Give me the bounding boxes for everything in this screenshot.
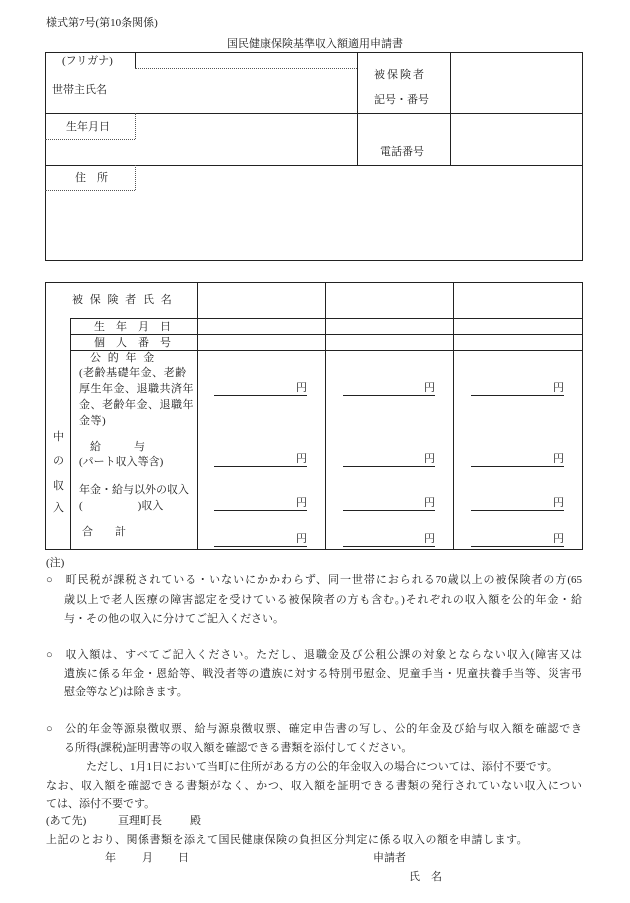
yen-unit: 円	[424, 382, 435, 394]
applicant-info-table	[45, 52, 583, 261]
yen-unit: 円	[296, 382, 307, 394]
yen-unit: 円	[296, 453, 307, 465]
date-year-label: 年	[105, 852, 116, 864]
date-day-label: 日	[178, 852, 189, 864]
income-side-label-char: 収	[53, 480, 64, 492]
individual-number-field-3[interactable]	[454, 335, 582, 350]
note-line: る所得(課税)証明書等の収入額を確認できる書類を添付してください。	[64, 742, 413, 754]
yen-unit: 円	[424, 533, 435, 545]
address-label: 住 所	[75, 172, 108, 184]
address-field[interactable]	[136, 166, 582, 260]
insured-name-field-2[interactable]	[326, 283, 453, 318]
application-date-field[interactable]	[60, 850, 195, 866]
yen-unit: 円	[553, 382, 564, 394]
yen-unit: 円	[424, 497, 435, 509]
insured-name-label: 被 保 険 者 氏 名	[72, 294, 174, 306]
birthdate-row-label: 生 年 月 日	[94, 321, 171, 333]
applicant-name-label: 氏 名	[409, 871, 442, 883]
form-title: 国民健康保険基準収入額適用申請書	[227, 38, 403, 50]
other-income-amount-2[interactable]	[343, 497, 435, 511]
salary-label: 給 与	[90, 441, 145, 453]
note-line: ては、添付不要です。	[46, 798, 156, 810]
note-line: ○ 収入額は、すべてご記入ください。ただし、退職金及び公租公課の対象とならない収入(障害又は	[46, 649, 582, 661]
public-pension-label: 公 的 年 金	[90, 352, 157, 364]
householder-name-field[interactable]	[135, 69, 357, 113]
form-number: 様式第7号(第10条関係)	[46, 17, 158, 29]
individual-number-row-label: 個 人 番 号	[94, 337, 171, 349]
dotted-rule	[45, 190, 135, 191]
addressee-honorific: 殿	[190, 815, 201, 827]
individual-number-field-1[interactable]	[198, 335, 325, 350]
income-side-label-char: の	[53, 455, 64, 467]
public-pension-amount-2[interactable]	[343, 382, 435, 396]
public-pension-amount-3[interactable]	[471, 382, 564, 396]
note-line: ○ 町民税が課税されている・いないにかかわらず、同一世帯におられる70歳以上の被保険者の方(65	[46, 574, 582, 586]
applicant-name-field[interactable]	[450, 868, 582, 886]
yen-unit: 円	[296, 533, 307, 545]
table-rule	[70, 350, 583, 351]
declaration-text: 上記のとおり、関係書類を添えて国民健康保険の負担区分判定に係る収入の額を申請します。	[46, 834, 529, 846]
yen-unit: 円	[296, 497, 307, 509]
public-pension-detail: 金、老齢年金、退職年	[79, 399, 194, 411]
table-rule	[70, 318, 71, 550]
note-line: ただし、1月1日において当町に住所がある方の公的年金収入の場合については、添付不要です。	[86, 761, 558, 773]
notes-heading: (注)	[46, 557, 65, 569]
salary-amount-3[interactable]	[471, 453, 564, 467]
note-line: 慰金等など)は除きます。	[64, 686, 188, 698]
furigana-field[interactable]	[136, 53, 356, 68]
insured-name-field-3[interactable]	[454, 283, 582, 318]
other-income-amount-3[interactable]	[471, 497, 564, 511]
yen-unit: 円	[553, 453, 564, 465]
note-line: ○ 公的年金等源泉徴収票、給与源泉徴収票、確定申告書の写し、公的年金及び給与収入額を確認でき	[46, 723, 582, 735]
income-table	[45, 282, 583, 550]
note-line: なお、収入額を確認できる書類がなく、かつ、収入額を証明できる書類の発行されていない収入につい	[46, 780, 582, 792]
insured-name-field-1[interactable]	[198, 283, 325, 318]
addressee-label: (あて先)	[46, 815, 87, 827]
public-pension-detail: 金等)	[79, 415, 107, 427]
householder-name-label: 世帯主氏名	[52, 84, 107, 96]
total-amount-2[interactable]	[343, 533, 435, 547]
birthdate-field-2[interactable]	[326, 319, 453, 334]
table-rule	[357, 52, 358, 165]
yen-unit: 円	[424, 453, 435, 465]
note-line: 歳以上で老人医療の障害認定を受けている被保険者の方も含む。)それぞれの収入額を公的年金・給	[64, 594, 582, 606]
phone-label: 電話番号	[380, 146, 424, 158]
other-income-label: 年金・給与以外の収入	[79, 484, 189, 496]
birthdate-label: 生年月日	[66, 121, 110, 133]
yen-unit: 円	[553, 497, 564, 509]
furigana-label: (フリガナ)	[62, 55, 113, 67]
other-income-amount-1[interactable]	[214, 497, 307, 511]
date-month-label: 月	[142, 852, 153, 864]
note-line: 遺族に係る年金・恩給等、戦没者等の遺族に対する特別弔慰金、児童手当・児童扶養手当等、災害弔	[64, 668, 582, 680]
addressee-name: 亘理町長	[118, 815, 162, 827]
income-side-label-char: 入	[53, 502, 64, 514]
salary-detail: (パート収入等含)	[79, 456, 164, 468]
public-pension-amount-1[interactable]	[214, 382, 307, 396]
total-amount-1[interactable]	[214, 533, 307, 547]
birthdate-field-3[interactable]	[454, 319, 582, 334]
total-amount-3[interactable]	[471, 533, 564, 547]
salary-amount-1[interactable]	[214, 453, 307, 467]
note-line: 与・その他の収入に分けてご記入ください。	[64, 613, 284, 625]
dotted-rule	[45, 139, 135, 140]
insured-number-label: 記号・番号	[374, 94, 429, 106]
salary-amount-2[interactable]	[343, 453, 435, 467]
birthdate-field[interactable]	[136, 114, 357, 165]
applicant-label: 申請者	[373, 852, 406, 864]
total-label: 合 計	[82, 526, 126, 538]
public-pension-detail: (老齢基礎年金、老齢	[79, 367, 187, 379]
birthdate-field-1[interactable]	[198, 319, 325, 334]
yen-unit: 円	[553, 533, 564, 545]
insured-symbol-label: 被保険者	[374, 69, 426, 81]
individual-number-field-2[interactable]	[326, 335, 453, 350]
insured-number-field[interactable]	[451, 53, 582, 113]
phone-field[interactable]	[451, 114, 582, 165]
other-income-detail: ( )収入	[79, 500, 164, 512]
income-side-label-char: 中	[53, 431, 64, 443]
public-pension-detail: 厚生年金、退職共済年	[79, 383, 194, 395]
